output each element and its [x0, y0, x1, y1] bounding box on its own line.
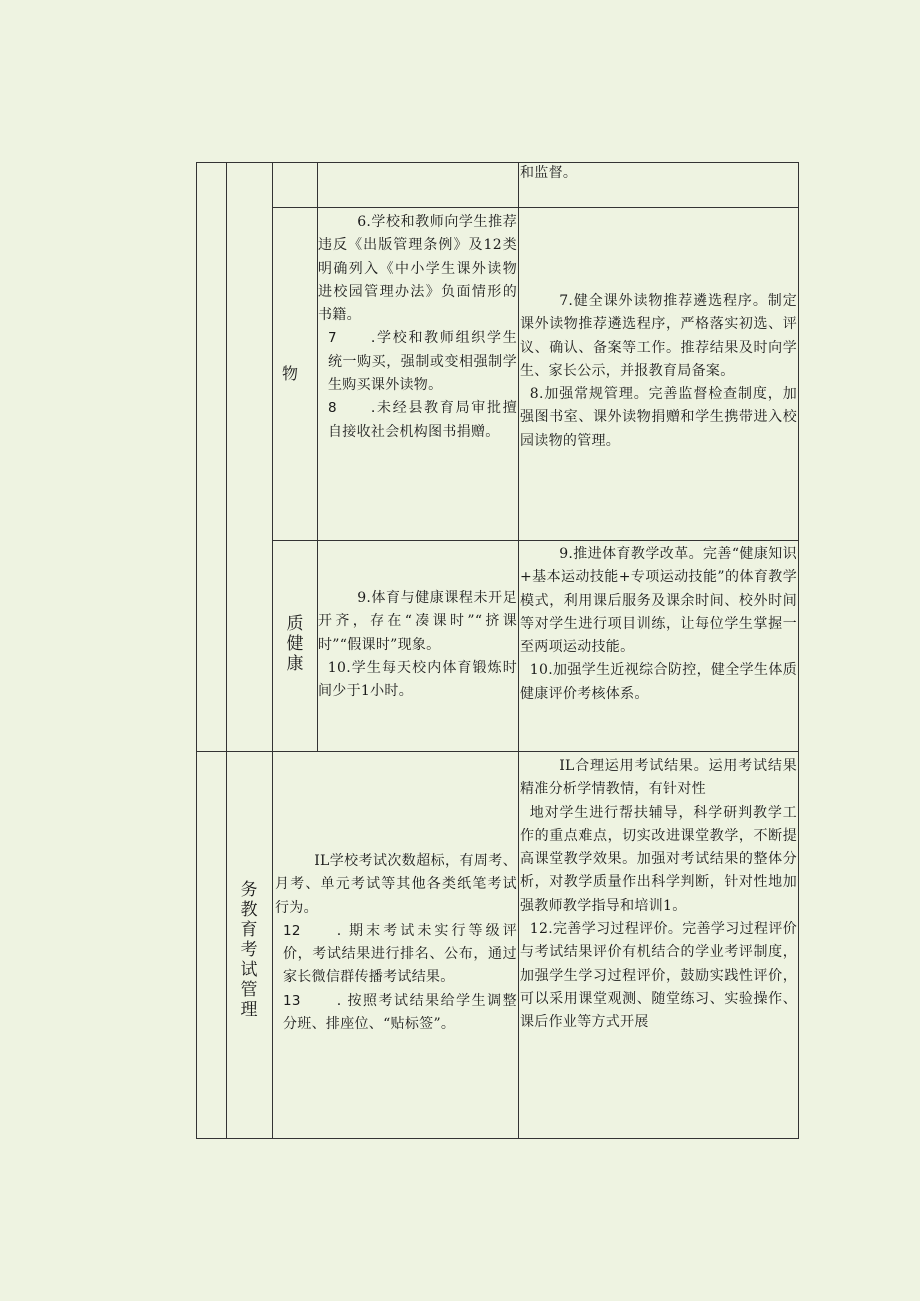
problem-cell	[275, 850, 517, 1036]
row-divider	[272, 540, 799, 541]
measure-9: 9.推进体育教学改革。完善“健康知识+基本运动技能+专项运动技能”的体育教学模式，利用课后服务及课余时间、校外时间等对学生进行项目训练，让每位学生掌握一至两项运动技能。	[520, 546, 797, 656]
measure-cell	[520, 543, 797, 706]
problem-9: 9.体育与健康课程未开足开齐，存在“凑课时”“挤课时”“假课时”现象。	[318, 590, 517, 653]
measure-cell	[520, 162, 796, 185]
problem-12: 12 . 期末考试未实行等级评价，考试结果进行排名、公布，通过家长微信群传播考试结果。	[283, 922, 517, 986]
measure-10: 10.加强学生近视综合防控，健全学生体质健康评价考核体系。	[520, 662, 797, 702]
column-divider	[226, 162, 227, 1139]
measure-11a: IL合理运用考试结果。运用考试结果精准分析学情教情，有针对性	[520, 758, 797, 798]
row-divider	[272, 207, 799, 208]
problem-13: 13 . 按照考试结果给学生调整分班、排座位、“贴标签”。	[283, 992, 517, 1033]
problem-cell	[318, 587, 517, 703]
table-border-left	[196, 162, 197, 1139]
measure-8: 8.加强常规管理。完善监督检查制度，加强图书室、课外读物捐赠和学生携带进入校园读物的管理。	[520, 386, 797, 449]
measure-cell	[520, 290, 797, 453]
problem-8: 8 .未经县教育局审批擅自接收社会机构图书捐赠。	[328, 400, 517, 440]
column-divider	[272, 162, 273, 1139]
measure-7: 7.健全课外读物推荐遴选程序。制定课外读物推荐遴选程序，严格落实初选、评议、确认、备案等工作。推荐结果及时向学生、家长公示，并报教育局备案。	[520, 293, 797, 379]
row-divider	[196, 751, 799, 752]
measure-12: 12.完善学习过程评价。完善学习过程评价与考试结果评价有机结合的学业考评制度，加强学生学习过程评价，鼓励实践性评价，可以采用课堂观测、随堂练习、实验操作、课后作业等方式开展	[520, 921, 797, 1031]
category-label: 务 教 育 考 试 管 理	[240, 880, 258, 1020]
problem-cell	[318, 211, 517, 444]
problem-10: 10.学生每天校内体育锻炼时间少于1小时。	[318, 659, 517, 700]
table-border-bottom	[196, 1138, 799, 1139]
measure-cell	[520, 755, 797, 1035]
category-label: 物	[282, 364, 299, 383]
measure-11b: 地对学生进行帮扶辅导，科学研判教学工作的重点难点，切实改进课堂教学，不断提高课堂教学效果。加强对考试结果的整体分析，对教学质量作出科学判断，针对性地加强教师教学指导和培训1。	[520, 804, 797, 914]
measure-text: 和监督。	[520, 165, 578, 181]
problem-11: IL学校考试次数超标，有周考、月考、单元考试等其他各类纸笔考试行为。	[275, 853, 517, 916]
table-border-right	[798, 162, 799, 1139]
problem-7: 7 .学校和教师组织学生统一购买，强制或变相强制学生购买课外读物。	[328, 330, 517, 394]
problem-6: 6.学校和教师向学生推荐违反《出版管理条例》及12类明确列入《中小学生课外读物进校园管理办法》负面情形的书籍。	[318, 214, 517, 324]
category-label: 质 健 康	[286, 614, 304, 674]
column-divider	[518, 162, 519, 1139]
